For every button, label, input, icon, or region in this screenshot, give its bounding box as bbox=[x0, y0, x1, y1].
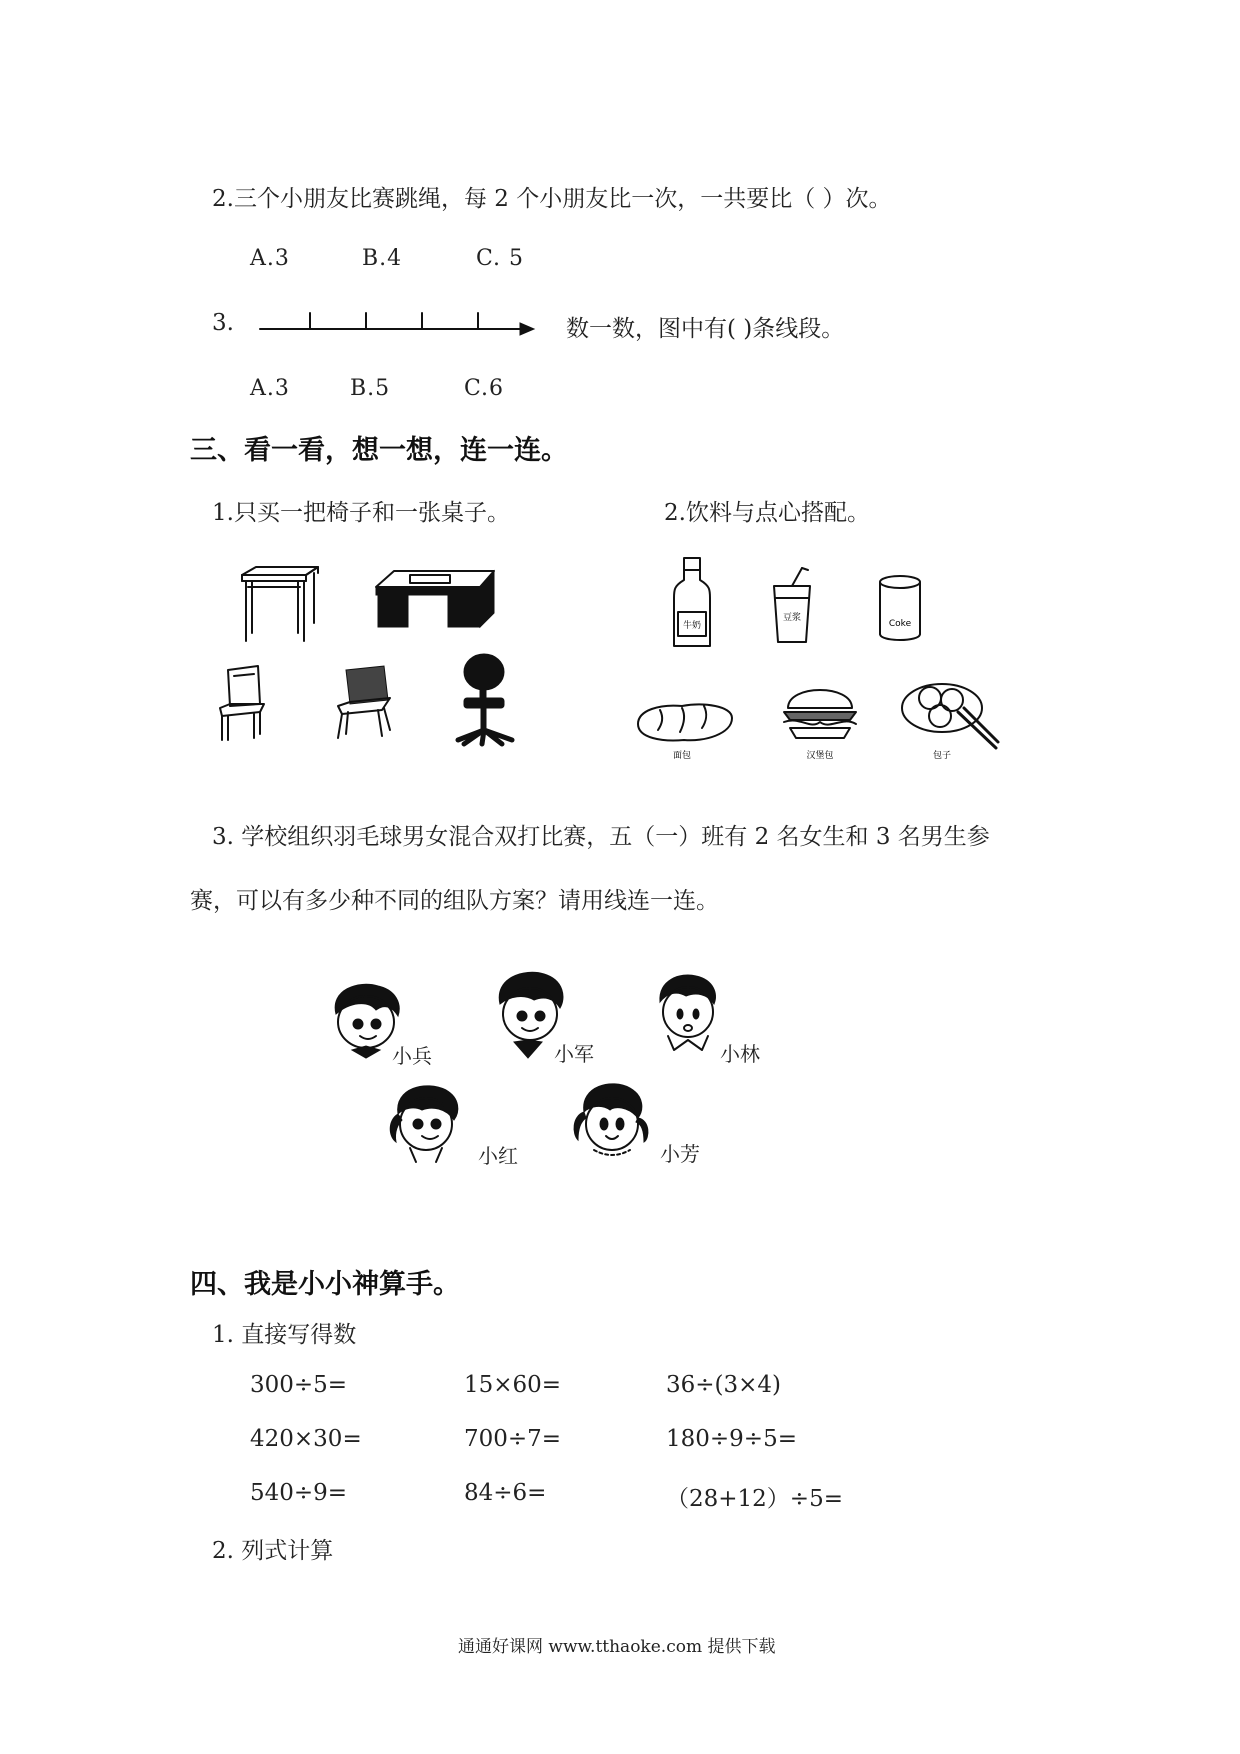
boy-face-icon bbox=[328, 980, 400, 1062]
question-2-option-c: C. 5 bbox=[476, 246, 525, 271]
calc-3-2: 84÷6= bbox=[464, 1480, 547, 1506]
girl-face-icon bbox=[570, 1080, 652, 1166]
chair-icon bbox=[214, 664, 276, 744]
section-3-item-2: 2.饮料与点心搭配。 bbox=[664, 500, 870, 526]
desk-icon bbox=[372, 565, 498, 631]
question-2-option-b: B.4 bbox=[362, 246, 403, 271]
swivel-chair-icon bbox=[452, 652, 522, 748]
office-chair-icon bbox=[332, 664, 398, 744]
question-3-option-a: A.3 bbox=[250, 376, 290, 401]
girl-face-icon bbox=[386, 1080, 466, 1166]
section-3-title: 三、看一看，想一想，连一连。 bbox=[190, 435, 568, 466]
calc-3-3: （28+12）÷5= bbox=[666, 1486, 843, 1512]
section-4-item-1: 1. 直接写得数 bbox=[212, 1322, 357, 1348]
question-3-option-c: C.6 bbox=[464, 376, 505, 401]
question-2-option-a: A.3 bbox=[250, 246, 290, 271]
page-footer: 通通好课网 www.tthaoke.com 提供下载 bbox=[458, 1637, 776, 1657]
boy-face-icon bbox=[654, 972, 720, 1056]
section-4-item-2: 2. 列式计算 bbox=[212, 1538, 334, 1564]
bread-icon bbox=[634, 690, 738, 762]
soy-milk-cup-icon bbox=[770, 566, 816, 646]
table-icon bbox=[236, 565, 320, 645]
boy-name-xiaolin: 小林 bbox=[720, 1042, 760, 1066]
boy-name-xiaojun: 小军 bbox=[554, 1042, 594, 1066]
line-segment-figure bbox=[258, 308, 538, 338]
coke-can-icon bbox=[876, 574, 926, 644]
calc-1-2: 15×60= bbox=[464, 1372, 562, 1398]
girl-name-xiaohong: 小红 bbox=[478, 1144, 518, 1168]
section-3-item-1: 1.只买一把椅子和一张桌子。 bbox=[212, 500, 510, 526]
question-3-option-b: B.5 bbox=[350, 376, 391, 401]
calc-2-3: 180÷9÷5= bbox=[666, 1426, 797, 1452]
section-4-title: 四、我是小小神算手。 bbox=[190, 1269, 460, 1300]
milk-label: 牛奶 bbox=[682, 621, 702, 631]
question-3-text: 数一数，图中有( )条线段。 bbox=[566, 316, 845, 342]
section-3-item-3-line-2: 赛，可以有多少种不同的组队方案？请用线连一连。 bbox=[190, 888, 719, 914]
boy-name-xiaobing: 小兵 bbox=[392, 1044, 432, 1068]
coke-label: Coke bbox=[888, 619, 912, 629]
steamed-bun-label: 包子 bbox=[932, 751, 952, 761]
calc-3-1: 540÷9= bbox=[250, 1480, 348, 1506]
steamed-bun-icon bbox=[898, 672, 1002, 764]
calc-2-1: 420×30= bbox=[250, 1426, 362, 1452]
calc-1-1: 300÷5= bbox=[250, 1372, 348, 1398]
girl-name-xiaofang: 小芳 bbox=[660, 1142, 700, 1166]
question-3-number: 3. bbox=[212, 310, 234, 336]
hamburger-icon bbox=[780, 672, 860, 764]
bread-label: 面包 bbox=[672, 751, 692, 761]
soy-milk-label: 豆浆 bbox=[782, 613, 802, 623]
question-2-text: 2.三个小朋友比赛跳绳，每 2 个小朋友比一次，一共要比（ ）次。 bbox=[212, 186, 892, 212]
calc-1-3: 36÷(3×4) bbox=[666, 1372, 782, 1398]
hamburger-label: 汉堡包 bbox=[806, 751, 834, 761]
milk-bottle-icon bbox=[670, 556, 714, 652]
calc-2-2: 700÷7= bbox=[464, 1426, 562, 1452]
section-3-item-3-line-1: 3. 学校组织羽毛球男女混合双打比赛，五（一）班有 2 名女生和 3 名男生参 bbox=[212, 824, 990, 850]
